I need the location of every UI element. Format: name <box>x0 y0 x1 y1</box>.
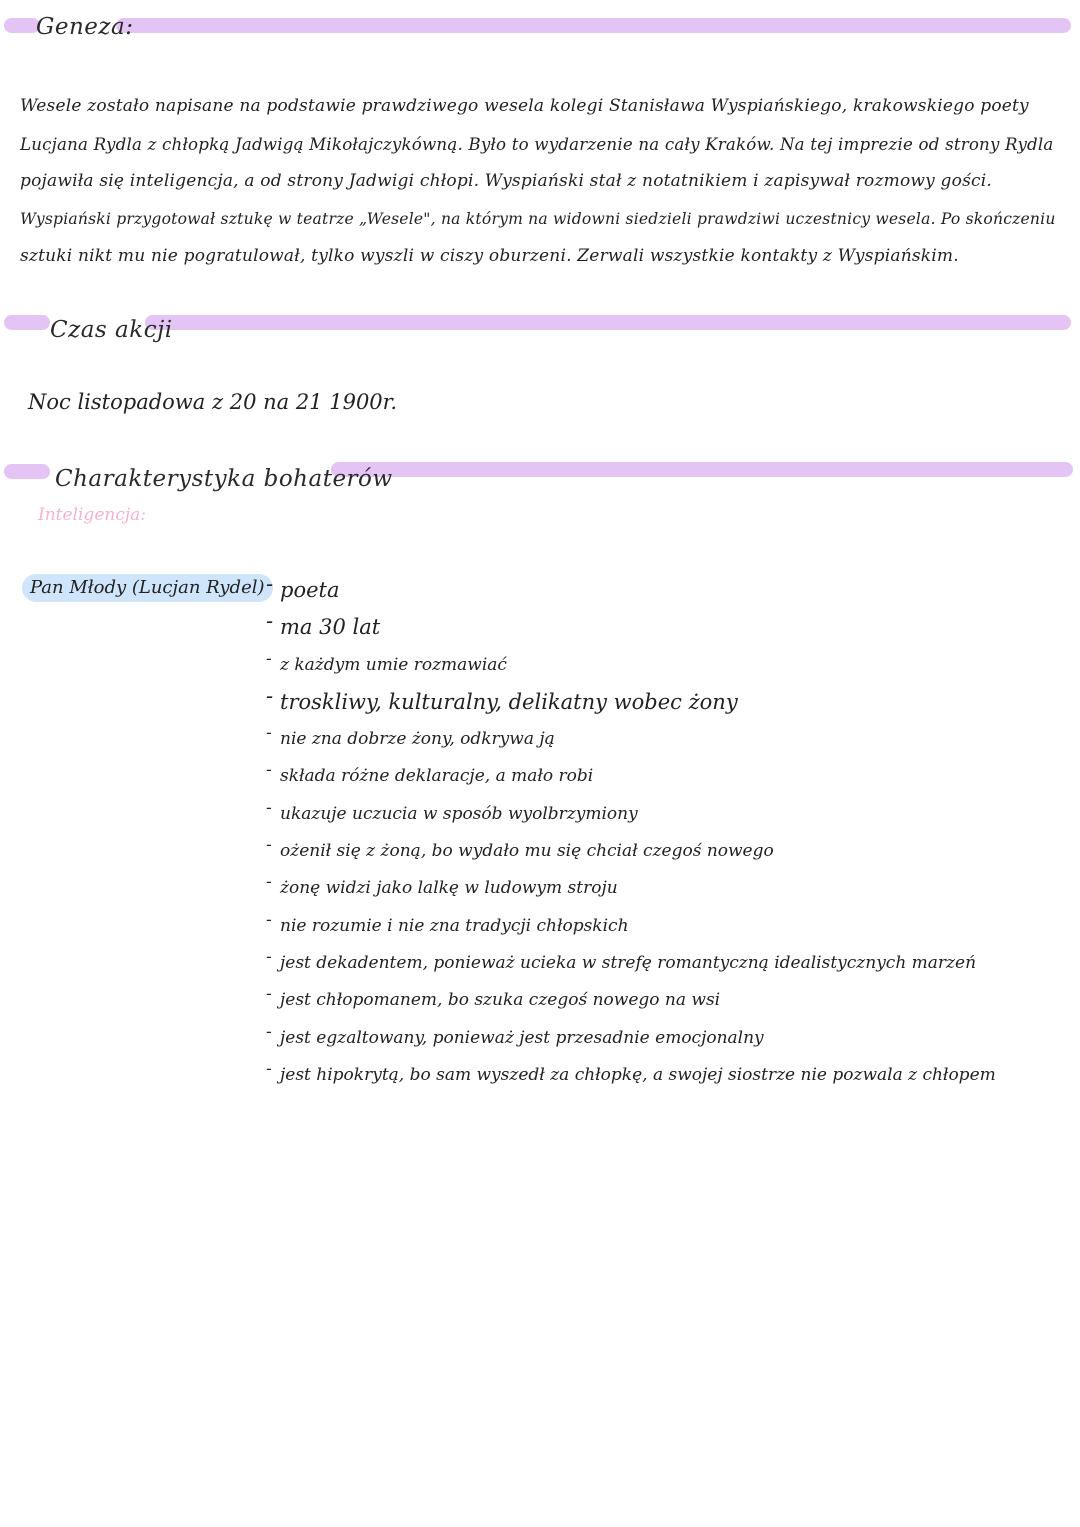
heading-bar-right <box>331 462 1073 477</box>
paragraph-line: Wesele zostało napisane na podstawie prawdziwego wesela kolegi Stanisława Wyspiańskiego, krakowskiego poety <box>20 96 1029 116</box>
section-title-charakterystyka: Charakterystyka bohaterów <box>55 466 393 492</box>
trait-item: - jest egzaltowany, ponieważ jest przesadnie emocjonalny <box>266 1020 996 1057</box>
heading-bar-left <box>4 464 50 479</box>
trait-item: - jest hipokrytą, bo sam wyszedł za chłopkę, a swojej siostrze nie pozwala z chłopem <box>266 1057 996 1094</box>
trait-item: - ma 30 lat <box>266 609 996 646</box>
heading-bar-right <box>145 315 1071 330</box>
trait-item: - jest dekadentem, ponieważ ucieka w strefę romantyczną idealistycznych marzeń <box>266 945 996 982</box>
character-traits-list <box>266 572 996 1094</box>
paragraph-line: Lucjana Rydla z chłopką Jadwigą Mikołajczykówną. Było to wydarzenie na cały Kraków. Na tej imprezie od strony Rydla <box>20 134 1054 154</box>
heading-bar-left <box>4 18 40 33</box>
geneza-paragraph <box>20 88 1056 276</box>
trait-item: - troskliwy, kulturalny, delikatny wobec żony <box>266 684 996 721</box>
trait-item: - ukazuje uczucia w sposób wyolbrzymiony <box>266 796 996 833</box>
trait-item: - nie zna dobrze żony, odkrywa ją <box>266 721 996 758</box>
paragraph-line: Wyspiański przygotował sztukę w teatrze „Wesele", na którym na widowni siedzieli prawdziwi uczestnicy wesela. Po skończeniu <box>20 209 1056 228</box>
trait-item: - składa różne deklaracje, a mało robi <box>266 758 996 795</box>
trait-item: - jest chłopomanem, bo szuka czegoś nowego na wsi <box>266 982 996 1019</box>
trait-item: - ożenił się z żoną, bo wydało mu się chciał czegoś nowego <box>266 833 996 870</box>
trait-item: - poeta <box>266 572 996 609</box>
heading-bar-right <box>116 18 1071 33</box>
czas-akcji-text: Noc listopadowa z 20 na 21 1900r. <box>28 390 398 414</box>
section-title-geneza: Geneza: <box>36 14 134 40</box>
trait-item: - nie rozumie i nie zna tradycji chłopskich <box>266 908 996 945</box>
group-label-inteligencja: Inteligencja: <box>38 505 146 525</box>
paragraph-line: pojawiła się inteligencja, a od strony Jadwigi chłopi. Wyspiański stał z notatnikiem i zapisywał rozmowy gości. <box>20 171 992 191</box>
trait-item: - z każdym umie rozmawiać <box>266 647 996 684</box>
character-name-highlight: Pan Młody (Lucjan Rydel) <box>22 574 273 602</box>
heading-bar-left <box>4 315 50 330</box>
paragraph-line: sztuki nikt mu nie pogratulował, tylko wyszli w ciszy oburzeni. Zerwali wszystkie kontakty z Wyspiańskim. <box>20 246 959 266</box>
trait-item: - żonę widzi jako lalkę w ludowym stroju <box>266 870 996 907</box>
section-title-czas-akcji: Czas akcji <box>50 317 173 343</box>
